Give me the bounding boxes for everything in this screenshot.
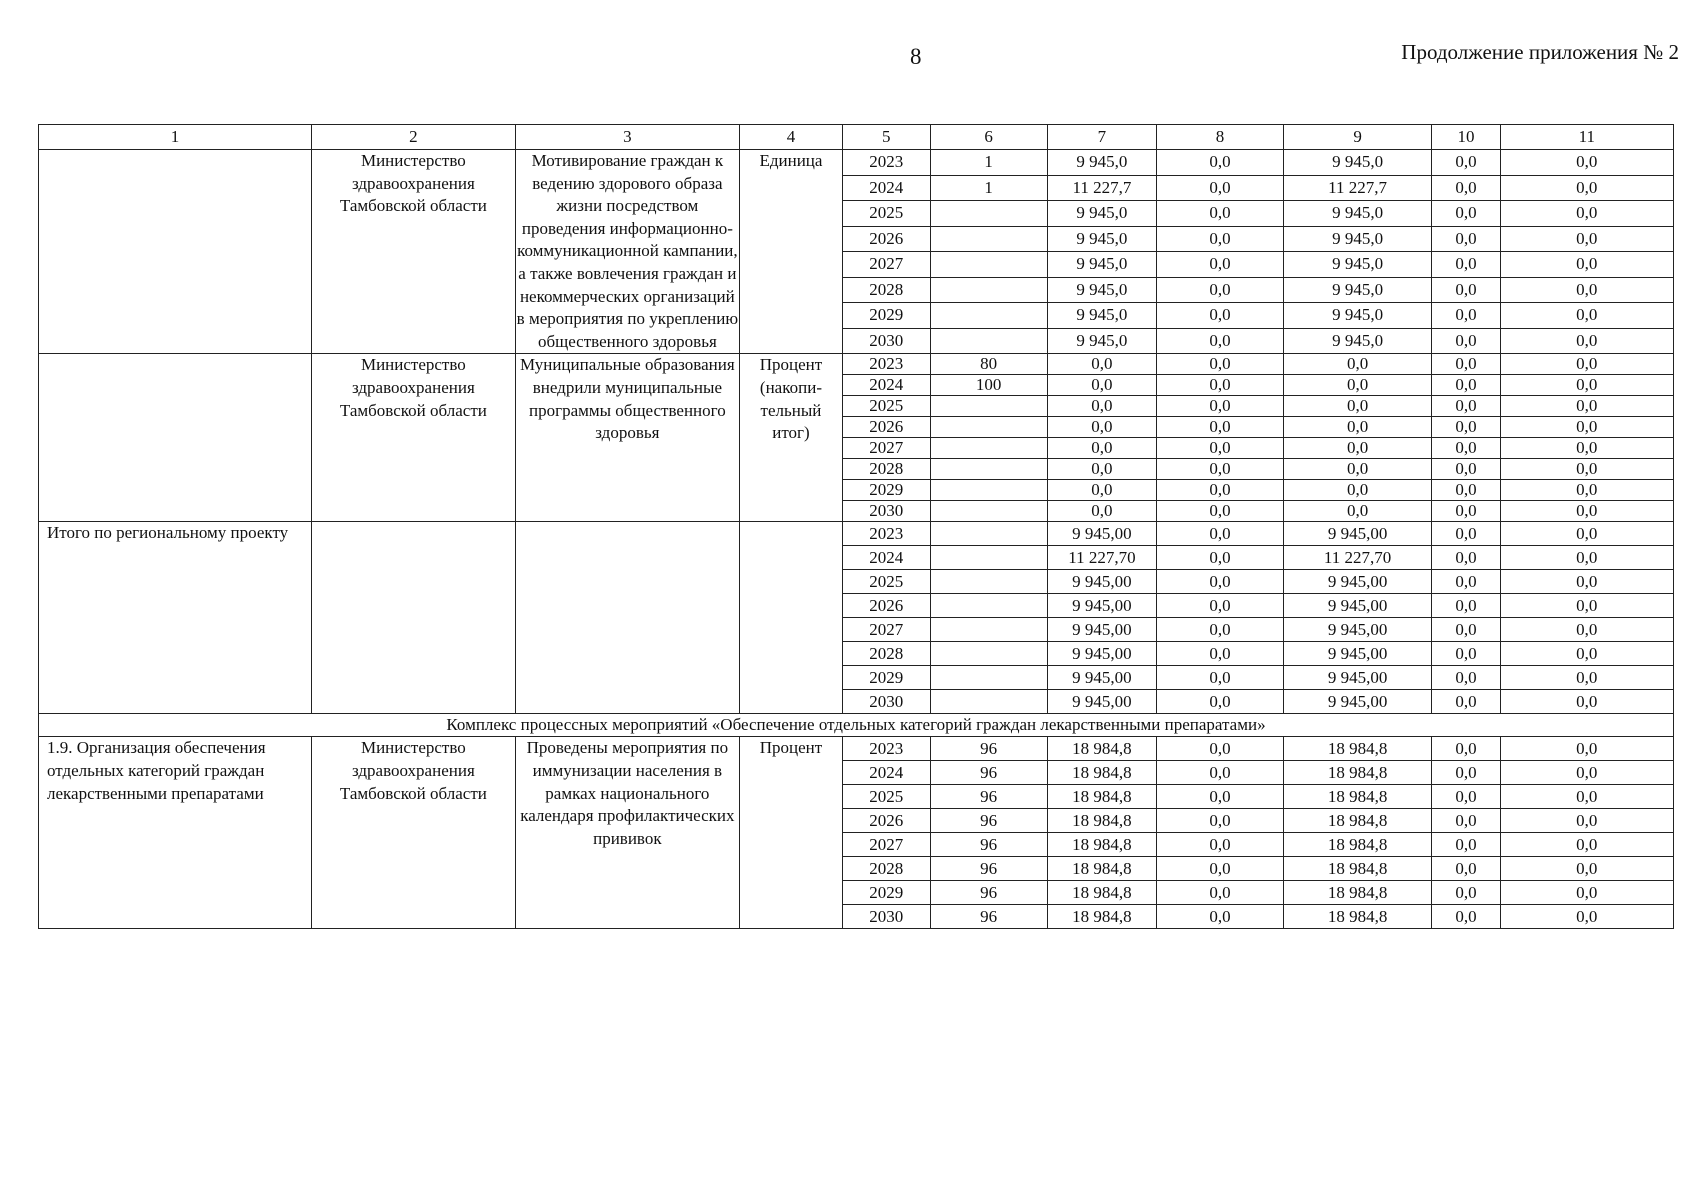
- value-cell-c11: 0,0: [1500, 737, 1673, 761]
- value-cell-c7: 0,0: [1047, 396, 1156, 417]
- value-cell-c9: 18 984,8: [1283, 881, 1431, 905]
- value-cell-c7: 9 945,00: [1047, 642, 1156, 666]
- value-cell-c8: 0,0: [1157, 354, 1284, 375]
- unit-cell: [740, 522, 843, 714]
- value-cell-c11: 0,0: [1500, 785, 1673, 809]
- value-cell-c9: 0,0: [1283, 417, 1431, 438]
- value-cell-c7: 18 984,8: [1047, 857, 1156, 881]
- value-cell-c10: 0,0: [1432, 737, 1500, 761]
- result-description-cell: Муниципальные образования внедрили муниципальные программы общественного здоровья: [515, 354, 739, 522]
- year-cell: 2025: [842, 785, 930, 809]
- value-cell-c9: 9 945,0: [1283, 226, 1431, 252]
- value-cell-c8: 0,0: [1157, 303, 1284, 329]
- table-row: [39, 354, 1674, 375]
- measure-name-cell: Итого по региональному проекту: [39, 522, 312, 714]
- value-cell-c9: 9 945,0: [1283, 252, 1431, 278]
- value-cell-c10: 0,0: [1432, 480, 1500, 501]
- value-cell-c7: 11 227,7: [1047, 175, 1156, 201]
- value-cell-c10: 0,0: [1432, 303, 1500, 329]
- value-cell-c7: 9 945,0: [1047, 252, 1156, 278]
- value-cell-c9: 18 984,8: [1283, 905, 1431, 929]
- value-cell-c7: 18 984,8: [1047, 881, 1156, 905]
- value-cell-c9: 18 984,8: [1283, 785, 1431, 809]
- value-cell-c11: 0,0: [1500, 594, 1673, 618]
- value-cell-c6: 96: [930, 737, 1047, 761]
- value-cell-c10: 0,0: [1432, 277, 1500, 303]
- value-cell-c8: 0,0: [1157, 809, 1284, 833]
- value-cell-c10: 0,0: [1432, 857, 1500, 881]
- year-cell: 2027: [842, 438, 930, 459]
- responsible-executor-cell: Министерство здравоохранения Тамбовской области: [312, 354, 516, 522]
- value-cell-c9: 9 945,0: [1283, 150, 1431, 176]
- value-cell-c8: 0,0: [1157, 328, 1284, 354]
- value-cell-c10: 0,0: [1432, 438, 1500, 459]
- value-cell-c9: 9 945,00: [1283, 570, 1431, 594]
- year-cell: 2026: [842, 226, 930, 252]
- value-cell-c6: [930, 690, 1047, 714]
- value-cell-c8: 0,0: [1157, 618, 1284, 642]
- value-cell-c7: 9 945,0: [1047, 150, 1156, 176]
- value-cell-c8: 0,0: [1157, 252, 1284, 278]
- year-cell: 2023: [842, 522, 930, 546]
- value-cell-c10: 0,0: [1432, 226, 1500, 252]
- value-cell-c8: 0,0: [1157, 737, 1284, 761]
- value-cell-c7: 11 227,70: [1047, 546, 1156, 570]
- year-cell: 2028: [842, 857, 930, 881]
- value-cell-c11: 0,0: [1500, 459, 1673, 480]
- section-row: [39, 714, 1674, 737]
- value-cell-c10: 0,0: [1432, 150, 1500, 176]
- value-cell-c11: 0,0: [1500, 480, 1673, 501]
- year-cell: 2026: [842, 594, 930, 618]
- value-cell-c8: 0,0: [1157, 201, 1284, 227]
- value-cell-c11: 0,0: [1500, 809, 1673, 833]
- value-cell-c10: 0,0: [1432, 175, 1500, 201]
- responsible-executor-cell: Министерство здравоохранения Тамбовской области: [312, 150, 516, 354]
- value-cell-c8: 0,0: [1157, 396, 1284, 417]
- unit-cell: Процент: [740, 737, 843, 929]
- value-cell-c11: 0,0: [1500, 546, 1673, 570]
- value-cell-c11: 0,0: [1500, 857, 1673, 881]
- value-cell-c10: 0,0: [1432, 905, 1500, 929]
- value-cell-c11: 0,0: [1500, 438, 1673, 459]
- value-cell-c6: [930, 618, 1047, 642]
- value-cell-c11: 0,0: [1500, 277, 1673, 303]
- value-cell-c7: 18 984,8: [1047, 809, 1156, 833]
- value-cell-c7: 0,0: [1047, 417, 1156, 438]
- value-cell-c10: 0,0: [1432, 328, 1500, 354]
- value-cell-c9: 18 984,8: [1283, 761, 1431, 785]
- measure-name-cell: [39, 354, 312, 522]
- value-cell-c10: 0,0: [1432, 459, 1500, 480]
- column-number: 11: [1500, 125, 1673, 150]
- value-cell-c6: 1: [930, 150, 1047, 176]
- value-cell-c6: [930, 396, 1047, 417]
- value-cell-c6: [930, 328, 1047, 354]
- value-cell-c11: 0,0: [1500, 328, 1673, 354]
- value-cell-c10: 0,0: [1432, 881, 1500, 905]
- year-cell: 2026: [842, 417, 930, 438]
- value-cell-c6: 100: [930, 375, 1047, 396]
- value-cell-c8: 0,0: [1157, 881, 1284, 905]
- result-description-cell: Проведены мероприятия по иммунизации населения в рамках национального календаря профилактических прививок: [515, 737, 739, 929]
- value-cell-c9: 0,0: [1283, 501, 1431, 522]
- value-cell-c9: 9 945,00: [1283, 666, 1431, 690]
- value-cell-c7: 18 984,8: [1047, 761, 1156, 785]
- value-cell-c9: 9 945,00: [1283, 618, 1431, 642]
- value-cell-c9: 0,0: [1283, 396, 1431, 417]
- value-cell-c9: 9 945,00: [1283, 690, 1431, 714]
- column-number: 3: [515, 125, 739, 150]
- year-cell: 2027: [842, 252, 930, 278]
- year-cell: 2028: [842, 277, 930, 303]
- value-cell-c7: 9 945,0: [1047, 201, 1156, 227]
- year-cell: 2029: [842, 666, 930, 690]
- responsible-executor-cell: Министерство здравоохранения Тамбовской области: [312, 737, 516, 929]
- value-cell-c8: 0,0: [1157, 438, 1284, 459]
- value-cell-c6: [930, 666, 1047, 690]
- value-cell-c7: 0,0: [1047, 375, 1156, 396]
- year-cell: 2025: [842, 396, 930, 417]
- column-number: 4: [740, 125, 843, 150]
- table-row: [39, 522, 1674, 546]
- year-cell: 2024: [842, 175, 930, 201]
- value-cell-c8: 0,0: [1157, 666, 1284, 690]
- value-cell-c10: 0,0: [1432, 785, 1500, 809]
- value-cell-c7: 9 945,0: [1047, 303, 1156, 329]
- value-cell-c11: 0,0: [1500, 690, 1673, 714]
- column-number: 5: [842, 125, 930, 150]
- value-cell-c8: 0,0: [1157, 417, 1284, 438]
- year-cell: 2024: [842, 761, 930, 785]
- year-cell: 2030: [842, 328, 930, 354]
- value-cell-c6: [930, 459, 1047, 480]
- value-cell-c9: 0,0: [1283, 438, 1431, 459]
- value-cell-c8: 0,0: [1157, 175, 1284, 201]
- year-cell: 2023: [842, 737, 930, 761]
- value-cell-c11: 0,0: [1500, 303, 1673, 329]
- column-number: 1: [39, 125, 312, 150]
- value-cell-c6: 80: [930, 354, 1047, 375]
- value-cell-c9: 9 945,0: [1283, 277, 1431, 303]
- value-cell-c6: [930, 201, 1047, 227]
- value-cell-c10: 0,0: [1432, 690, 1500, 714]
- value-cell-c8: 0,0: [1157, 690, 1284, 714]
- value-cell-c10: 0,0: [1432, 354, 1500, 375]
- value-cell-c6: [930, 522, 1047, 546]
- value-cell-c11: 0,0: [1500, 417, 1673, 438]
- value-cell-c10: 0,0: [1432, 666, 1500, 690]
- value-cell-c11: 0,0: [1500, 905, 1673, 929]
- budget-table: [38, 124, 1674, 929]
- value-cell-c9: 0,0: [1283, 480, 1431, 501]
- value-cell-c8: 0,0: [1157, 905, 1284, 929]
- value-cell-c6: 96: [930, 857, 1047, 881]
- value-cell-c8: 0,0: [1157, 459, 1284, 480]
- value-cell-c7: 9 945,0: [1047, 277, 1156, 303]
- value-cell-c6: [930, 417, 1047, 438]
- table-row: [39, 737, 1674, 761]
- value-cell-c6: [930, 480, 1047, 501]
- value-cell-c6: [930, 252, 1047, 278]
- value-cell-c9: 9 945,0: [1283, 303, 1431, 329]
- value-cell-c10: 0,0: [1432, 201, 1500, 227]
- value-cell-c7: 9 945,0: [1047, 328, 1156, 354]
- year-cell: 2028: [842, 642, 930, 666]
- year-cell: 2027: [842, 833, 930, 857]
- value-cell-c9: 9 945,0: [1283, 201, 1431, 227]
- result-description-cell: Мотивирование граждан к ведению здорового образа жизни посредством проведения информационно-коммуникационной кампании, а также вовлечения граждан и некоммерческих организаций в мероприятия по укреплению общественного здоровья: [515, 150, 739, 354]
- year-cell: 2030: [842, 905, 930, 929]
- value-cell-c6: 96: [930, 761, 1047, 785]
- value-cell-c9: 0,0: [1283, 459, 1431, 480]
- value-cell-c8: 0,0: [1157, 522, 1284, 546]
- value-cell-c11: 0,0: [1500, 396, 1673, 417]
- value-cell-c6: [930, 546, 1047, 570]
- value-cell-c10: 0,0: [1432, 375, 1500, 396]
- value-cell-c8: 0,0: [1157, 761, 1284, 785]
- value-cell-c9: 0,0: [1283, 354, 1431, 375]
- year-cell: 2023: [842, 354, 930, 375]
- value-cell-c8: 0,0: [1157, 277, 1284, 303]
- value-cell-c10: 0,0: [1432, 594, 1500, 618]
- value-cell-c9: 18 984,8: [1283, 857, 1431, 881]
- value-cell-c11: 0,0: [1500, 375, 1673, 396]
- value-cell-c8: 0,0: [1157, 570, 1284, 594]
- value-cell-c11: 0,0: [1500, 570, 1673, 594]
- value-cell-c11: 0,0: [1500, 354, 1673, 375]
- value-cell-c8: 0,0: [1157, 226, 1284, 252]
- value-cell-c6: 96: [930, 833, 1047, 857]
- value-cell-c6: [930, 226, 1047, 252]
- year-cell: 2025: [842, 570, 930, 594]
- value-cell-c7: 9 945,00: [1047, 666, 1156, 690]
- measure-name-cell: 1.9. Организация обеспечения отдельных категорий граждан лекарственными препаратами: [39, 737, 312, 929]
- value-cell-c9: 9 945,00: [1283, 642, 1431, 666]
- value-cell-c8: 0,0: [1157, 375, 1284, 396]
- value-cell-c6: [930, 277, 1047, 303]
- value-cell-c11: 0,0: [1500, 501, 1673, 522]
- value-cell-c6: 96: [930, 809, 1047, 833]
- value-cell-c10: 0,0: [1432, 761, 1500, 785]
- value-cell-c11: 0,0: [1500, 150, 1673, 176]
- measure-name-cell: [39, 150, 312, 354]
- value-cell-c7: 9 945,0: [1047, 226, 1156, 252]
- value-cell-c8: 0,0: [1157, 480, 1284, 501]
- value-cell-c7: 0,0: [1047, 459, 1156, 480]
- value-cell-c10: 0,0: [1432, 546, 1500, 570]
- value-cell-c9: 0,0: [1283, 375, 1431, 396]
- value-cell-c10: 0,0: [1432, 396, 1500, 417]
- column-number: 7: [1047, 125, 1156, 150]
- year-cell: 2027: [842, 618, 930, 642]
- value-cell-c10: 0,0: [1432, 522, 1500, 546]
- year-cell: 2028: [842, 459, 930, 480]
- value-cell-c7: 0,0: [1047, 480, 1156, 501]
- value-cell-c8: 0,0: [1157, 150, 1284, 176]
- value-cell-c10: 0,0: [1432, 618, 1500, 642]
- value-cell-c10: 0,0: [1432, 642, 1500, 666]
- value-cell-c8: 0,0: [1157, 594, 1284, 618]
- value-cell-c10: 0,0: [1432, 252, 1500, 278]
- year-cell: 2023: [842, 150, 930, 176]
- value-cell-c10: 0,0: [1432, 417, 1500, 438]
- value-cell-c7: 18 984,8: [1047, 905, 1156, 929]
- column-number: 6: [930, 125, 1047, 150]
- table-row: [39, 150, 1674, 176]
- column-number: 9: [1283, 125, 1431, 150]
- value-cell-c9: 11 227,70: [1283, 546, 1431, 570]
- value-cell-c9: 18 984,8: [1283, 833, 1431, 857]
- value-cell-c11: 0,0: [1500, 618, 1673, 642]
- value-cell-c7: 9 945,00: [1047, 690, 1156, 714]
- value-cell-c11: 0,0: [1500, 833, 1673, 857]
- value-cell-c6: 96: [930, 881, 1047, 905]
- value-cell-c8: 0,0: [1157, 642, 1284, 666]
- value-cell-c11: 0,0: [1500, 881, 1673, 905]
- responsible-executor-cell: [312, 522, 516, 714]
- column-number: 10: [1432, 125, 1500, 150]
- value-cell-c10: 0,0: [1432, 809, 1500, 833]
- value-cell-c11: 0,0: [1500, 666, 1673, 690]
- value-cell-c7: 18 984,8: [1047, 833, 1156, 857]
- appendix-header: Продолжение приложения № 2: [1401, 40, 1679, 64]
- value-cell-c11: 0,0: [1500, 642, 1673, 666]
- column-number-row: [39, 125, 1674, 150]
- value-cell-c6: 96: [930, 785, 1047, 809]
- unit-cell: Процент (накопи-тельный итог): [740, 354, 843, 522]
- value-cell-c9: 9 945,0: [1283, 328, 1431, 354]
- value-cell-c7: 9 945,00: [1047, 594, 1156, 618]
- table-body: [39, 150, 1674, 929]
- value-cell-c10: 0,0: [1432, 833, 1500, 857]
- year-cell: 2029: [842, 303, 930, 329]
- year-cell: 2029: [842, 881, 930, 905]
- year-cell: 2024: [842, 375, 930, 396]
- value-cell-c9: 9 945,00: [1283, 522, 1431, 546]
- value-cell-c11: 0,0: [1500, 522, 1673, 546]
- value-cell-c11: 0,0: [1500, 761, 1673, 785]
- value-cell-c7: 18 984,8: [1047, 785, 1156, 809]
- value-cell-c7: 0,0: [1047, 354, 1156, 375]
- value-cell-c10: 0,0: [1432, 570, 1500, 594]
- value-cell-c6: [930, 501, 1047, 522]
- value-cell-c11: 0,0: [1500, 252, 1673, 278]
- year-cell: 2024: [842, 546, 930, 570]
- page-number: 8: [910, 44, 922, 69]
- year-cell: 2030: [842, 690, 930, 714]
- year-cell: 2029: [842, 480, 930, 501]
- table-header: [39, 125, 1674, 150]
- value-cell-c8: 0,0: [1157, 857, 1284, 881]
- value-cell-c9: 18 984,8: [1283, 809, 1431, 833]
- value-cell-c11: 0,0: [1500, 226, 1673, 252]
- value-cell-c6: 1: [930, 175, 1047, 201]
- column-number: 2: [312, 125, 516, 150]
- year-cell: 2026: [842, 809, 930, 833]
- value-cell-c7: 9 945,00: [1047, 618, 1156, 642]
- value-cell-c6: [930, 303, 1047, 329]
- value-cell-c10: 0,0: [1432, 501, 1500, 522]
- value-cell-c7: 18 984,8: [1047, 737, 1156, 761]
- value-cell-c7: 9 945,00: [1047, 570, 1156, 594]
- value-cell-c8: 0,0: [1157, 501, 1284, 522]
- year-cell: 2030: [842, 501, 930, 522]
- value-cell-c11: 0,0: [1500, 175, 1673, 201]
- value-cell-c9: 9 945,00: [1283, 594, 1431, 618]
- value-cell-c6: 96: [930, 905, 1047, 929]
- value-cell-c7: 0,0: [1047, 501, 1156, 522]
- value-cell-c9: 18 984,8: [1283, 737, 1431, 761]
- value-cell-c11: 0,0: [1500, 201, 1673, 227]
- unit-cell: Единица: [740, 150, 843, 354]
- value-cell-c7: 9 945,00: [1047, 522, 1156, 546]
- value-cell-c7: 0,0: [1047, 438, 1156, 459]
- value-cell-c8: 0,0: [1157, 546, 1284, 570]
- column-number: 8: [1157, 125, 1284, 150]
- year-cell: 2025: [842, 201, 930, 227]
- value-cell-c9: 11 227,7: [1283, 175, 1431, 201]
- value-cell-c6: [930, 438, 1047, 459]
- section-title: Комплекс процессных мероприятий «Обеспечение отдельных категорий граждан лекарственными препаратами»: [39, 714, 1674, 737]
- value-cell-c6: [930, 642, 1047, 666]
- result-description-cell: [515, 522, 739, 714]
- value-cell-c6: [930, 570, 1047, 594]
- value-cell-c6: [930, 594, 1047, 618]
- value-cell-c8: 0,0: [1157, 785, 1284, 809]
- value-cell-c8: 0,0: [1157, 833, 1284, 857]
